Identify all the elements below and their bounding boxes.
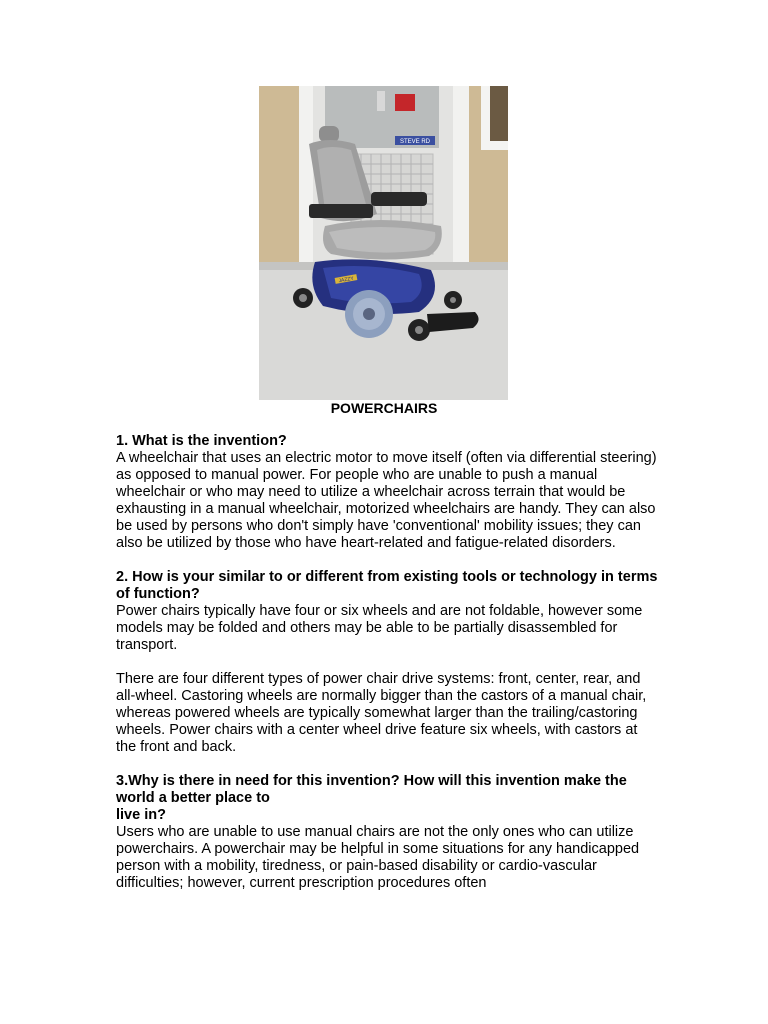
question-3-line-1: 3.Why is there in need for this invention? How will this invention make the world a better place to [116,773,627,806]
answer-1-paragraph-1: A wheelchair that uses an electric motor to move itself (often via differential steering) as opposed to manual power. For people who are unable to push a manual wheelchair or who may need to utilize a wheelchair across terrain that would be exhausting in a manual wheelchair, motorized wheelchairs are handy. They can also be used by persons who don't simply have 'conventional' mobility issues; they can also be utilized by those who have heart-related and fatigue-related disorders. [116,450,657,551]
chair-badge-text: JAZZY [338,275,355,285]
answer-2-paragraph-2: There are four different types of power chair drive systems: front, center, rear, and all-wheel. Castoring wheels are normally bigger than the castors of a manual chair, whereas powered wheels are typically somewhat larger than the trailing/castoring wheels. Power chairs with a center wheel drive feature six wheels, with castors at the front and back. [116,671,647,755]
powerchair-photo [259,86,508,400]
answer-3-paragraph-1: Users who are unable to use manual chairs are not the only ones who can utilize powerchairs. A powerchair may be helpful in some situations for any handicapped person with a mobility, tiredness, or pain-based disability or cardio-vascular difficulties; however, current prescription procedures often [116,824,640,891]
question-2: 2. How is your similar to or different from existing tools or technology in terms of function? [116,569,658,602]
question-1: 1. What is the invention? [116,433,287,449]
page-title: POWERCHAIRS [330,400,438,416]
question-3-line-2: live in? [116,807,166,823]
document-body [116,433,661,909]
answer-2-paragraph-1: Power chairs typically have four or six wheels and are not foldable, however some models may be folded and others may be able to be partially disassembled for transport. [116,603,643,653]
door-sign-text: STEVE RD [399,139,431,145]
